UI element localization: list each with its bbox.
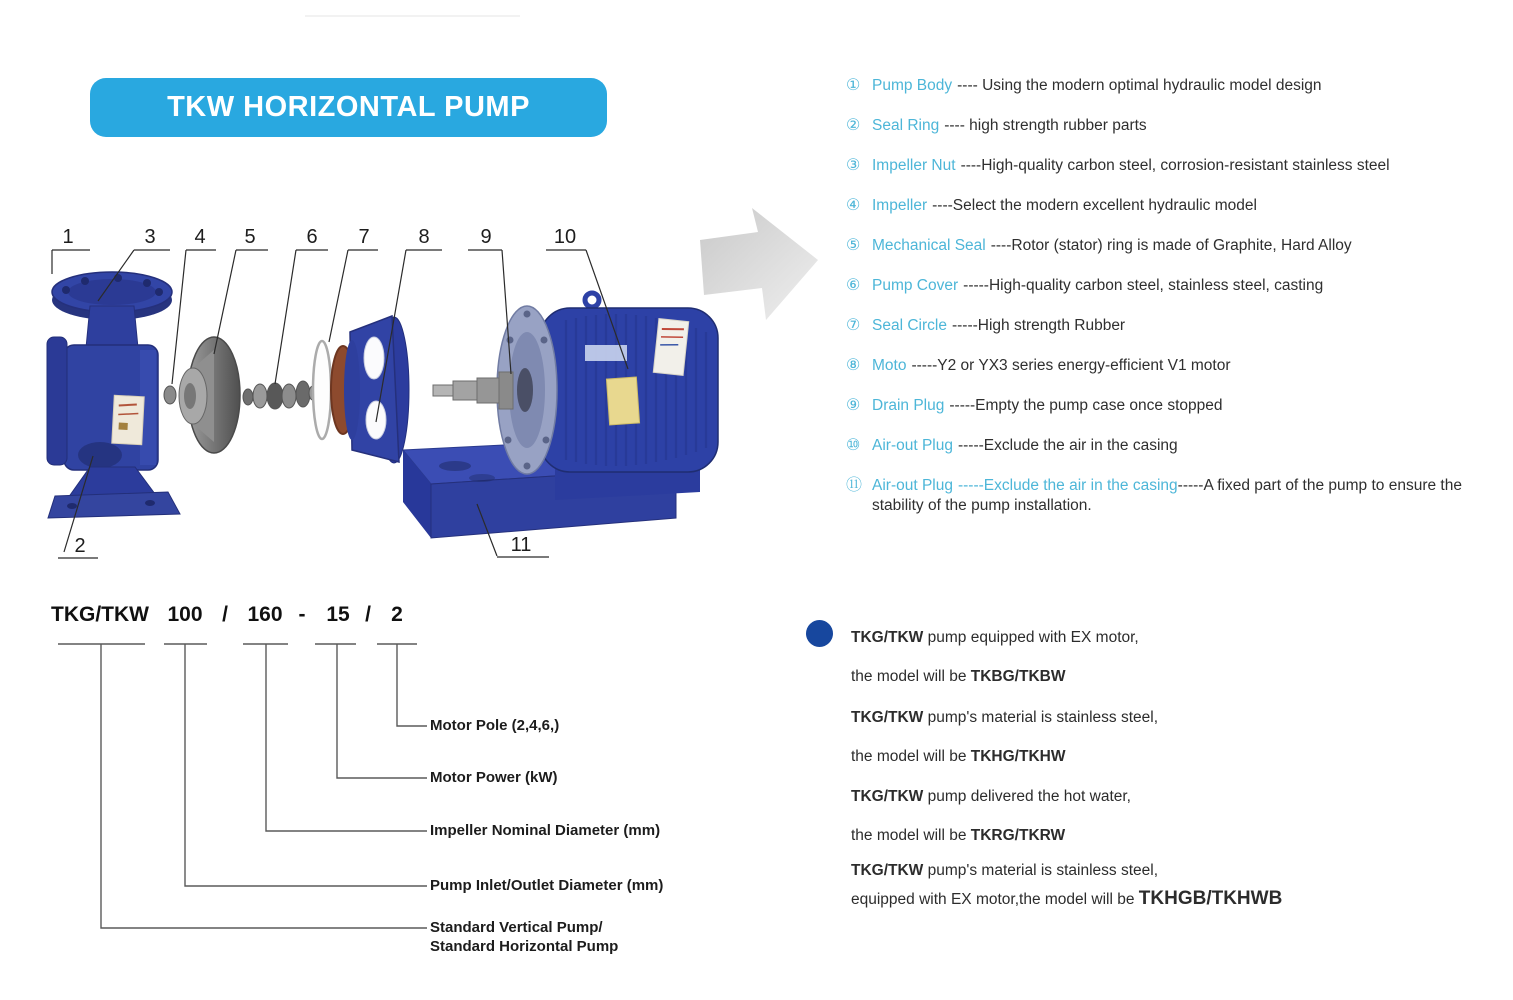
item-number: ⑩ [846,437,861,454]
part-name: Drain Plug [872,397,945,414]
callout-5: 5 [244,226,256,248]
callout-10: 10 [553,226,577,248]
note-text: the model will be [851,827,971,844]
note-line [851,826,1461,846]
part-name: Air-out Plug [872,437,953,454]
item-text [872,276,1494,296]
parts-list-item [846,116,1494,136]
callout-3: 3 [144,226,156,248]
note-line [851,667,1461,687]
label-motor-power: Motor Power (kW) [430,769,558,786]
model-name: TKHGB/TKHWB [1138,888,1283,909]
part-name: Seal Ring [872,117,940,134]
note-text: pump equipped with EX motor, [923,629,1139,646]
callout-4: 4 [194,226,206,248]
mechanical-seal-parts [243,381,317,409]
item-text [872,316,1494,336]
pump-cover [331,316,409,463]
label-standard-line1: Standard Vertical Pump/ [430,919,603,936]
model-name: TKG/TKW [851,709,924,726]
callout-11: 11 [510,534,532,556]
item-number: ⑦ [846,317,861,334]
model-segment-pole: 2 [391,603,403,626]
model-segment-series: TKG/TKW [51,603,149,626]
model-segment-dash: - [298,603,306,626]
pump-body [47,272,180,518]
item-number: ② [846,117,861,134]
seal-circle [313,341,331,439]
callout-1: 1 [62,226,74,248]
callout-6: 6 [306,226,318,248]
item-number: ⑪ [846,477,863,494]
item-number: ⑧ [846,357,861,374]
bullet-dot [806,620,833,647]
note-line [851,889,1461,910]
model-segment-inlet: 100 [167,603,203,626]
note-text: pump's material is stainless steel, [923,709,1159,726]
label-inlet-outlet: Pump Inlet/Outlet Diameter (mm) [430,877,664,894]
parts-list-item [846,396,1494,416]
part-description: ---- high strength rubber parts [944,117,1147,134]
item-number: ③ [846,157,861,174]
model-segment-slash1: / [222,603,228,626]
part-description: -----A fixed part of the pump to ensure the stability of the pump installation. [872,477,1462,514]
note-line [851,628,1461,648]
callout-7: 7 [358,226,370,248]
note-text: the model will be [851,668,971,685]
model-name: TKG/TKW [851,629,924,646]
note-text: equipped with EX motor,the model will be [851,891,1139,908]
part-description: -----Exclude the air in the casing [957,437,1178,454]
note-line [851,787,1461,807]
page-title: TKW HORIZONTAL PUMP [167,91,530,123]
part-name: Mechanical Seal [872,237,986,254]
note-text: pump's material is stainless steel, [923,862,1159,879]
parts-list-item [846,156,1494,176]
item-number: ⑤ [846,237,861,254]
item-text [872,356,1494,376]
part-name: Seal Circle [872,317,947,334]
item-text [872,476,1494,516]
parts-list-item [846,196,1494,216]
part-name: Pump Cover [872,277,959,294]
part-name: Impeller Nut [872,157,956,174]
label-motor-pole: Motor Pole (2,4,6,) [430,717,560,734]
label-standard-line2: Standard Horizontal Pump [430,938,619,955]
item-text [872,116,1494,136]
item-text [872,196,1494,216]
callout-8: 8 [418,226,430,248]
model-notes [851,628,1461,929]
part-description: -----High-quality carbon steel, stainless steel, casting [963,277,1324,294]
note-line [851,747,1461,767]
part-name: Pump Body [872,77,953,94]
note-line [851,708,1461,728]
parts-list-item [846,356,1494,376]
item-number: ⑨ [846,397,861,414]
model-name: TKG/TKW [851,788,924,805]
part-name: Impeller [872,197,928,214]
arrow-right-icon [700,208,818,320]
nameplate [606,377,639,425]
part-description: -----High strength Rubber [951,317,1126,334]
parts-list [846,76,1494,536]
item-number: ⑥ [846,277,861,294]
pump-exploded-diagram [0,0,830,580]
note-text: pump delivered the hot water, [923,788,1131,805]
parts-list-item [846,316,1494,336]
note-text: the model will be [851,748,971,765]
model-name: TKHG/TKHW [970,748,1066,765]
part-description: ---- Using the modern optimal hydraulic model design [957,77,1322,94]
part-name-extra: -----Exclude the air in the casing [957,477,1178,494]
part-description: -----Y2 or YX3 series energy-efficient V1 motor [911,357,1231,374]
item-text [872,236,1494,256]
item-text [872,156,1494,176]
parts-list-item [846,436,1494,456]
item-number: ④ [846,197,861,214]
note-line [851,861,1461,881]
part-name: Moto [872,357,907,374]
parts-list-item [846,76,1494,96]
item-text [872,76,1494,96]
parts-list-item [846,236,1494,256]
model-name: TKRG/TKRW [970,827,1066,844]
part-description: ----High-quality carbon steel, corrosion-resistant stainless steel [960,157,1390,174]
label-impeller-diameter: Impeller Nominal Diameter (mm) [430,822,661,839]
model-code-leader-lines [0,600,760,960]
part-description: -----Empty the pump case once stopped [949,397,1223,414]
motor-label [653,319,688,376]
model-segment-power: 15 [326,603,350,626]
item-number: ① [846,77,861,94]
model-segment-slash2: / [365,603,371,626]
callout-2: 2 [74,535,86,557]
part-name: Air-out Plug [872,477,953,494]
item-text [872,396,1494,416]
model-segment-impeller: 160 [247,603,283,626]
parts-list-item [846,276,1494,296]
part-description: ----Select the modern excellent hydraulic model [932,197,1257,214]
model-name: TKBG/TKBW [970,668,1066,685]
model-name: TKG/TKW [851,862,924,879]
parts-list-item [846,476,1494,516]
item-text [872,436,1494,456]
part-description: ----Rotor (stator) ring is made of Graphite, Hard Alloy [990,237,1352,254]
callout-9: 9 [480,226,492,248]
motor-shaft [433,372,513,409]
label-standard-pump [430,918,618,956]
